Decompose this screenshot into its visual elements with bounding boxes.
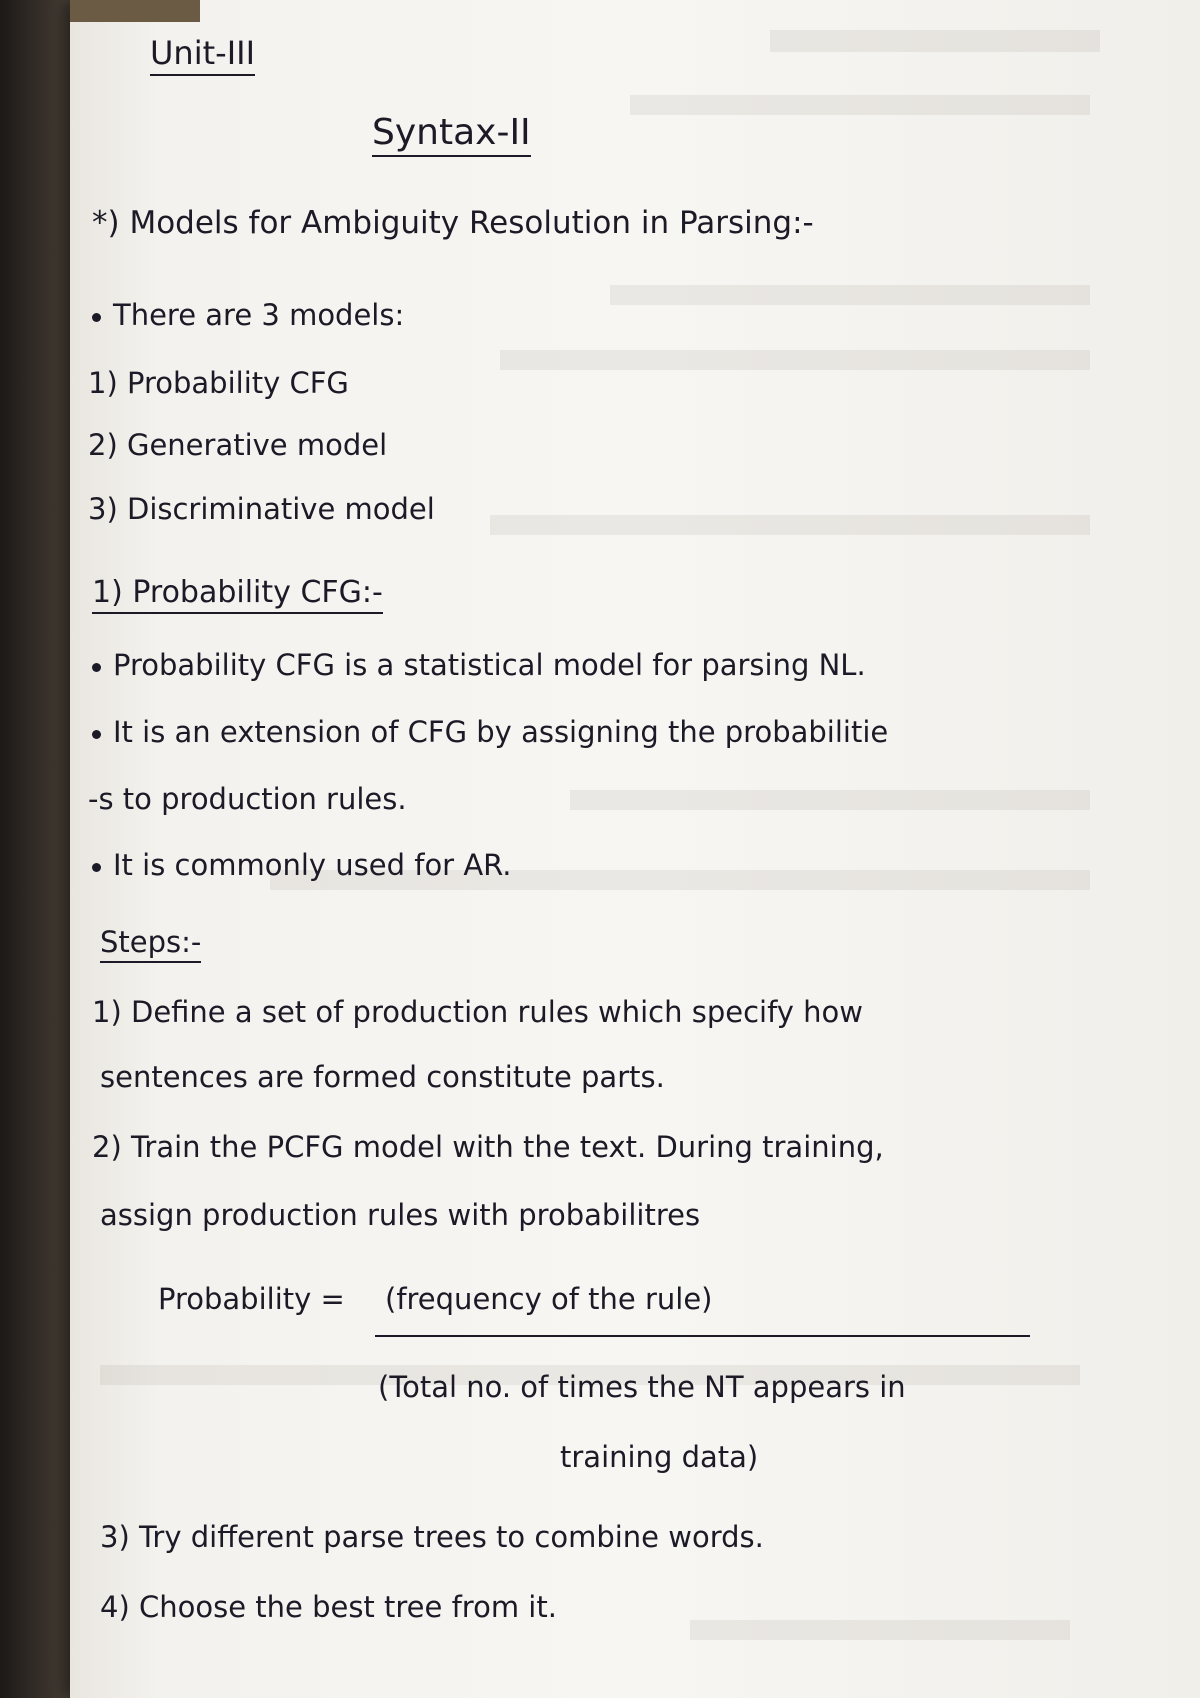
step-item: 4) Choose the best tree from it. [100,1590,557,1624]
bullet-icon [92,313,101,322]
bullet-icon [92,663,101,672]
intro-line [92,298,404,332]
steps-heading: Steps:- [100,925,201,963]
section-heading: *) Models for Ambiguity Resolution in Parsing:- [92,205,814,241]
unit-label: Unit-III [150,34,255,76]
pcfg-point-continuation: -s to production rules. [88,782,407,816]
step-item: assign production rules with probabilitres [100,1198,701,1232]
intro-text: There are 3 models: [113,298,405,332]
model-item: 1) Probability CFG [88,366,349,400]
step-item: 1) Define a set of production rules which specify how [92,995,864,1029]
pcfg-heading: 1) Probability CFG:- [92,575,383,614]
pcfg-point [92,648,866,682]
model-item: 3) Discriminative model [88,492,435,526]
step-item: 2) Train the PCFG model with the text. During training, [92,1130,884,1164]
pcfg-point-text: It is an extension of CFG by assigning the probabilitie [113,715,889,749]
notebook-binding [0,0,70,1698]
pcfg-point-text: It is commonly used for AR. [113,848,512,882]
bleed-through-mark [570,790,1090,810]
pcfg-point-text: Probability CFG is a statistical model for parsing NL. [113,648,866,682]
model-item: 2) Generative model [88,428,388,462]
bullet-icon [92,863,101,872]
formula-denominator: training data) [560,1440,759,1474]
bleed-through-mark [770,30,1100,52]
bullet-icon [92,730,101,739]
formula-denominator: (Total no. of times the NT appears in [378,1370,906,1404]
bleed-through-mark [610,285,1090,305]
page-title: Syntax-II [372,112,531,157]
bleed-through-mark [500,350,1090,370]
page-corner [70,0,200,22]
fraction-bar [375,1335,1030,1337]
bleed-through-mark [630,95,1090,115]
bleed-through-mark [690,1620,1070,1640]
pcfg-point [92,715,888,749]
pcfg-point [92,848,512,882]
step-item: sentences are formed constitute parts. [100,1060,665,1094]
formula-numerator: (frequency of the rule) [385,1282,713,1316]
bleed-through-mark [490,515,1090,535]
formula-lhs: Probability = [158,1282,345,1316]
step-item: 3) Try different parse trees to combine words. [100,1520,764,1554]
